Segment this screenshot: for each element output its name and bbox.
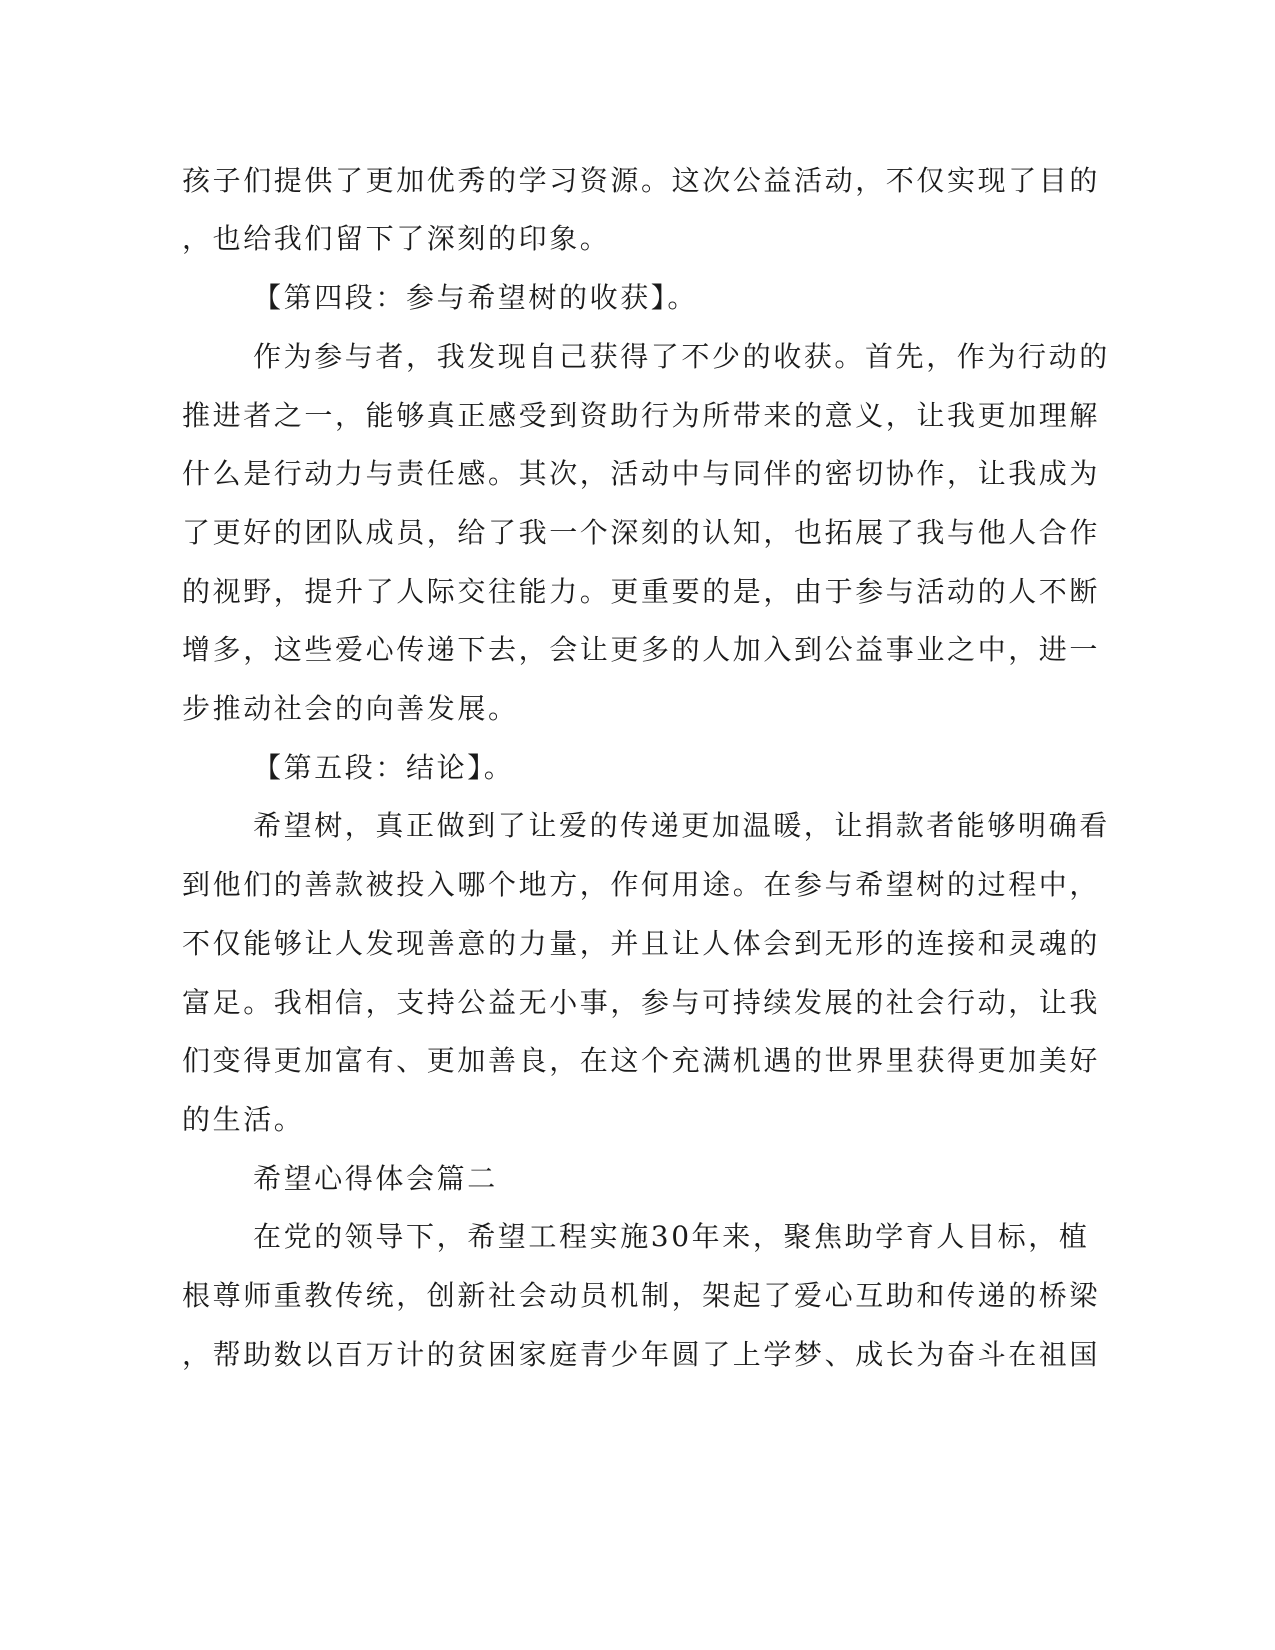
text-line: 了更好的团队成员，给了我一个深刻的认知，也拓展了我与他人合作 bbox=[182, 516, 1101, 549]
text-line: 孩子们提供了更加优秀的学习资源。这次公益活动，不仅实现了目的 bbox=[182, 164, 1101, 197]
text-line: ，帮助数以百万计的贫困家庭青少年圆了上学梦、成长为奋斗在祖国 bbox=[182, 1338, 1101, 1371]
text-line: 根尊师重教传统，创新社会动员机制，架起了爱心互助和传递的桥梁 bbox=[182, 1279, 1101, 1312]
text-line: 的视野，提升了人际交往能力。更重要的是，由于参与活动的人不断 bbox=[182, 575, 1101, 608]
text-line: 作为参与者，我发现自己获得了不少的收获。首先，作为行动的 bbox=[253, 340, 1110, 373]
text-line: 富足。我相信，支持公益无小事，参与可持续发展的社会行动，让我 bbox=[182, 986, 1101, 1019]
section-heading: 【第五段：结论】。 bbox=[253, 751, 515, 784]
text-line: 不仅能够让人发现善意的力量，并且让人体会到无形的连接和灵魂的 bbox=[182, 927, 1101, 960]
text-line: ，也给我们留下了深刻的印象。 bbox=[182, 222, 611, 255]
text-line: 步推动社会的向善发展。 bbox=[182, 692, 519, 725]
text-line: 什么是行动力与责任感。其次，活动中与同伴的密切协作，让我成为 bbox=[182, 457, 1101, 490]
text-line: 推进者之一，能够真正感受到资助行为所带来的意义，让我更加理解 bbox=[182, 399, 1101, 432]
section-heading: 【第四段：参与希望树的收获】。 bbox=[253, 281, 699, 314]
text-line: 的生活。 bbox=[182, 1103, 305, 1136]
text-line: 在党的领导下，希望工程实施30年来，聚焦助学育人目标，植 bbox=[253, 1220, 1090, 1253]
text-line: 到他们的善款被投入哪个地方，作何用途。在参与希望树的过程中， bbox=[182, 868, 1101, 901]
text-line: 增多，这些爱心传递下去，会让更多的人加入到公益事业之中，进一 bbox=[182, 633, 1101, 666]
text-line: 希望树，真正做到了让爱的传递更加温暖，让捐款者能够明确看 bbox=[253, 809, 1110, 842]
section-heading: 希望心得体会篇二 bbox=[253, 1162, 498, 1195]
text-line: 们变得更加富有、更加善良，在这个充满机遇的世界里获得更加美好 bbox=[182, 1044, 1101, 1077]
